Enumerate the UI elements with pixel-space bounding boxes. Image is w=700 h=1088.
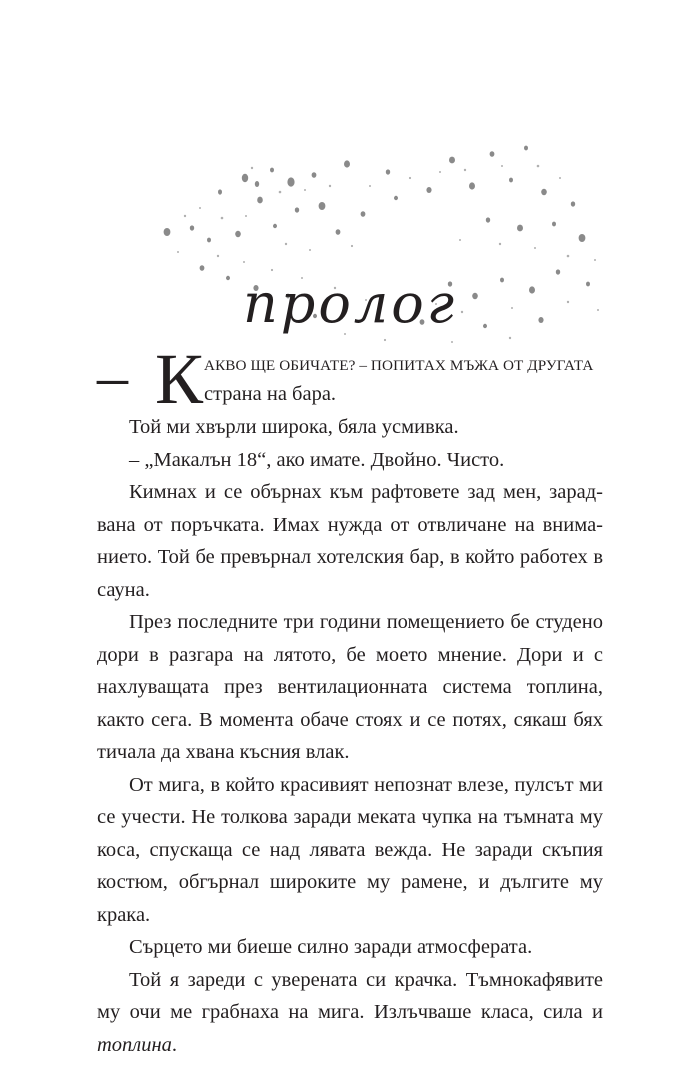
paragraph: От мига, в който красивият непознат влезе, пулсът ми се учести. Не толкова заради меката чупка на тъмната му коса, спускаща се над лявата вежда. Не заради скъпия костюм, обгърнал широките му рамене, и дългите му крака.: [97, 773, 603, 926]
paragraph: – „Макалън 18“, ако имате. Двойно. Чисто.: [129, 448, 505, 471]
paragraph-text: Той я зареди с уверената си крачка. Тъмнокафявите му очи ме грабнаха на мига. Излъчваше класа, сила и: [97, 968, 603, 1023]
chapter-title: пролог: [242, 272, 458, 336]
opening-continuation: страна на бара.: [204, 383, 337, 405]
paragraph: Сърцето ми биеше силно заради атмосферата.: [129, 936, 533, 958]
paragraph: Кимнах и се обърнах към рафтовете зад мен, зарадвана от поръчката. Имах нужда от отвличане на вниманието. Той бе превърнал хотелския бар, в който работех в сауна.: [97, 481, 603, 601]
body-text: [97, 339, 603, 1061]
paragraph-last: [97, 964, 603, 1062]
drop-cap: К: [155, 339, 204, 419]
opening-small-caps: АКВО ЩЕ ОБИЧАТЕ? – ПОПИТАХ МЪЖА ОТ ДРУГАТА: [204, 357, 594, 374]
opening-line: [97, 339, 603, 419]
paragraph: Той ми хвърли широка, бяла усмивка.: [129, 416, 459, 438]
italic-word: топлина: [97, 1033, 172, 1056]
opening-dash: –: [97, 343, 128, 411]
paragraph: През последните три години помещението бе студено дори в разгара на лятото, бе моето мнение. Дори и с нахлуващата през вентилационната система топлина, както сега. В момента обаче стоях и се потях, сякаш бях тичала да хвана късния влак.: [97, 611, 603, 763]
paragraph-end: .: [171, 1033, 178, 1056]
